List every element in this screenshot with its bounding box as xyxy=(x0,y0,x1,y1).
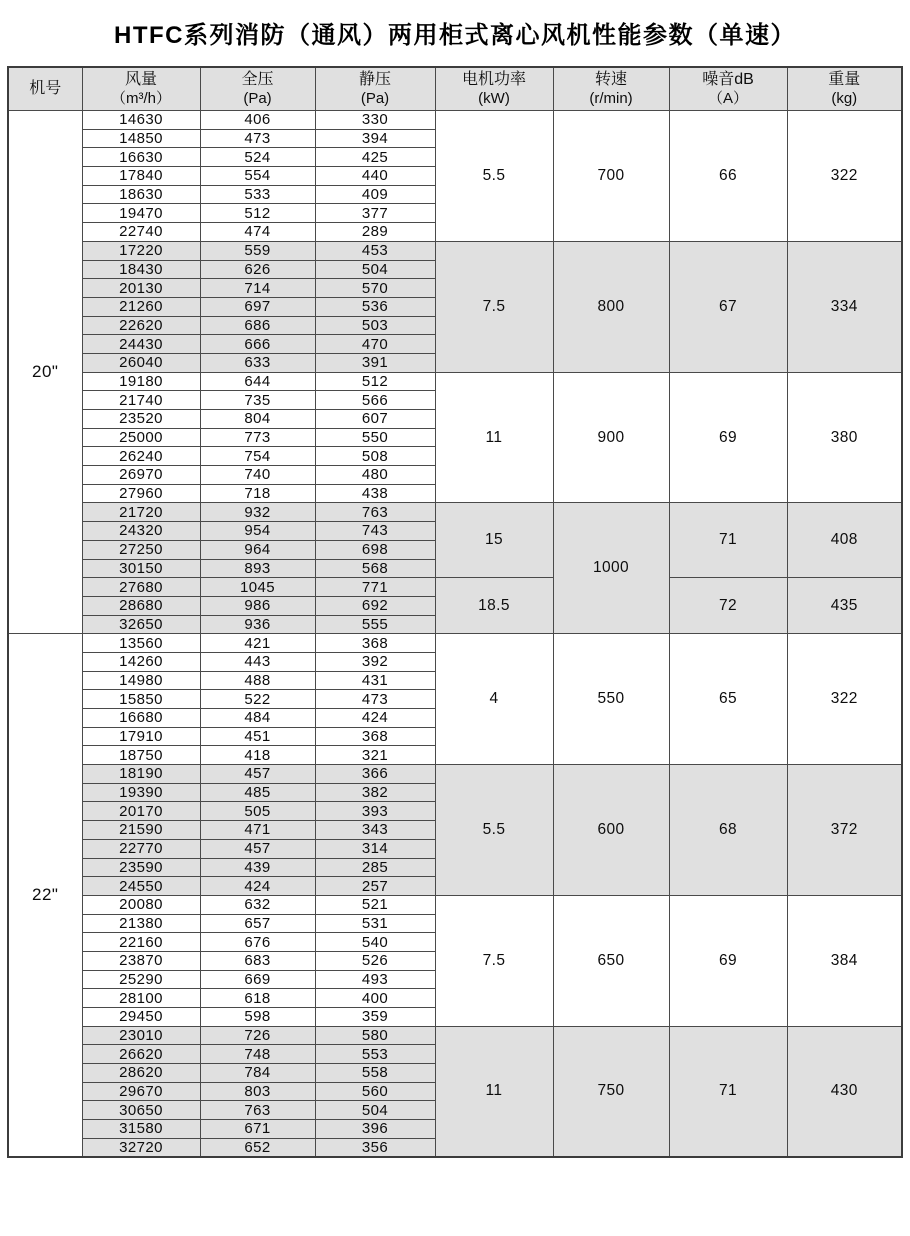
total-pressure-cell: 451 xyxy=(200,727,315,746)
static-pressure-cell: 743 xyxy=(315,522,435,541)
total-pressure-cell: 740 xyxy=(200,466,315,485)
airflow-cell: 28680 xyxy=(82,596,200,615)
static-pressure-cell: 391 xyxy=(315,353,435,372)
column-header-label: 重量 xyxy=(828,71,861,89)
total-pressure-cell: 421 xyxy=(200,634,315,653)
column-header-static_pressure xyxy=(315,67,435,111)
static-pressure-cell: 438 xyxy=(315,484,435,503)
airflow-cell: 14850 xyxy=(82,129,200,148)
static-pressure-cell: 393 xyxy=(315,802,435,821)
noise-cell: 65 xyxy=(669,634,787,765)
airflow-cell: 24550 xyxy=(82,877,200,896)
weight-cell: 384 xyxy=(787,895,902,1026)
power-cell: 11 xyxy=(435,372,553,503)
static-pressure-cell: 568 xyxy=(315,559,435,578)
airflow-cell: 27680 xyxy=(82,578,200,597)
airflow-cell: 28100 xyxy=(82,989,200,1008)
airflow-cell: 31580 xyxy=(82,1120,200,1139)
airflow-cell: 26040 xyxy=(82,353,200,372)
column-header-unit: (kW) xyxy=(478,89,510,107)
static-pressure-cell: 396 xyxy=(315,1120,435,1139)
column-header-label: 噪音dB xyxy=(702,71,754,89)
column-header-airflow xyxy=(82,67,200,111)
total-pressure-cell: 457 xyxy=(200,839,315,858)
airflow-cell: 20170 xyxy=(82,802,200,821)
column-header-label: 机号 xyxy=(29,80,62,98)
total-pressure-cell: 763 xyxy=(200,1101,315,1120)
airflow-cell: 27250 xyxy=(82,540,200,559)
static-pressure-cell: 550 xyxy=(315,428,435,447)
total-pressure-cell: 671 xyxy=(200,1120,315,1139)
airflow-cell: 30150 xyxy=(82,559,200,578)
column-header-unit: (r/min) xyxy=(589,89,633,107)
airflow-cell: 21260 xyxy=(82,297,200,316)
airflow-cell: 14980 xyxy=(82,671,200,690)
airflow-cell: 20080 xyxy=(82,895,200,914)
total-pressure-cell: 726 xyxy=(200,1026,315,1045)
noise-cell: 71 xyxy=(669,1026,787,1157)
airflow-cell: 32720 xyxy=(82,1138,200,1157)
airflow-cell: 14630 xyxy=(82,111,200,130)
airflow-cell: 14260 xyxy=(82,652,200,671)
weight-cell: 430 xyxy=(787,1026,902,1157)
airflow-cell: 22160 xyxy=(82,933,200,952)
column-header-unit: （A） xyxy=(707,89,748,107)
noise-cell: 69 xyxy=(669,372,787,503)
power-cell: 11 xyxy=(435,1026,553,1157)
speed-cell: 750 xyxy=(553,1026,669,1157)
static-pressure-cell: 508 xyxy=(315,447,435,466)
airflow-cell: 24320 xyxy=(82,522,200,541)
model-cell: 20" xyxy=(8,111,82,634)
airflow-cell: 15850 xyxy=(82,690,200,709)
column-header-power xyxy=(435,67,553,111)
static-pressure-cell: 392 xyxy=(315,652,435,671)
static-pressure-cell: 368 xyxy=(315,634,435,653)
total-pressure-cell: 657 xyxy=(200,914,315,933)
total-pressure-cell: 418 xyxy=(200,746,315,765)
table-row xyxy=(8,578,902,597)
total-pressure-cell: 471 xyxy=(200,821,315,840)
total-pressure-cell: 424 xyxy=(200,877,315,896)
airflow-cell: 26970 xyxy=(82,466,200,485)
header-row xyxy=(8,67,902,111)
total-pressure-cell: 804 xyxy=(200,410,315,429)
total-pressure-cell: 932 xyxy=(200,503,315,522)
airflow-cell: 26620 xyxy=(82,1045,200,1064)
column-header-speed xyxy=(553,67,669,111)
total-pressure-cell: 554 xyxy=(200,167,315,186)
total-pressure-cell: 1045 xyxy=(200,578,315,597)
total-pressure-cell: 748 xyxy=(200,1045,315,1064)
airflow-cell: 17220 xyxy=(82,241,200,260)
airflow-cell: 18190 xyxy=(82,765,200,784)
airflow-cell: 23590 xyxy=(82,858,200,877)
column-header-label: 静压 xyxy=(358,71,391,89)
static-pressure-cell: 503 xyxy=(315,316,435,335)
column-header-noise xyxy=(669,67,787,111)
column-header-label: 全压 xyxy=(241,71,274,89)
static-pressure-cell: 570 xyxy=(315,279,435,298)
total-pressure-cell: 697 xyxy=(200,297,315,316)
total-pressure-cell: 484 xyxy=(200,709,315,728)
column-header-model xyxy=(8,67,82,111)
total-pressure-cell: 512 xyxy=(200,204,315,223)
static-pressure-cell: 440 xyxy=(315,167,435,186)
total-pressure-cell: 714 xyxy=(200,279,315,298)
total-pressure-cell: 474 xyxy=(200,223,315,242)
power-cell: 15 xyxy=(435,503,553,578)
airflow-cell: 22620 xyxy=(82,316,200,335)
total-pressure-cell: 754 xyxy=(200,447,315,466)
total-pressure-cell: 669 xyxy=(200,970,315,989)
static-pressure-cell: 580 xyxy=(315,1026,435,1045)
speed-cell: 550 xyxy=(553,634,669,765)
page-title: HTFC系列消防（通风）两用柜式离心风机性能参数（单速） xyxy=(114,22,796,49)
airflow-cell: 18750 xyxy=(82,746,200,765)
total-pressure-cell: 533 xyxy=(200,185,315,204)
static-pressure-cell: 692 xyxy=(315,596,435,615)
static-pressure-cell: 409 xyxy=(315,185,435,204)
column-header-unit: (Pa) xyxy=(360,89,390,107)
total-pressure-cell: 964 xyxy=(200,540,315,559)
airflow-cell: 32650 xyxy=(82,615,200,634)
table-row xyxy=(8,503,902,522)
table-row xyxy=(8,1026,902,1045)
total-pressure-cell: 893 xyxy=(200,559,315,578)
static-pressure-cell: 425 xyxy=(315,148,435,167)
static-pressure-cell: 366 xyxy=(315,765,435,784)
total-pressure-cell: 652 xyxy=(200,1138,315,1157)
total-pressure-cell: 644 xyxy=(200,372,315,391)
static-pressure-cell: 343 xyxy=(315,821,435,840)
table-header xyxy=(8,67,902,111)
speed-cell: 700 xyxy=(553,111,669,242)
total-pressure-cell: 986 xyxy=(200,596,315,615)
static-pressure-cell: 424 xyxy=(315,709,435,728)
column-header-label: 转速 xyxy=(594,71,627,89)
airflow-cell: 25000 xyxy=(82,428,200,447)
total-pressure-cell: 443 xyxy=(200,652,315,671)
static-pressure-cell: 356 xyxy=(315,1138,435,1157)
static-pressure-cell: 607 xyxy=(315,410,435,429)
speed-cell: 900 xyxy=(553,372,669,503)
column-header-label: 电机功率 xyxy=(461,71,526,89)
table-row xyxy=(8,241,902,260)
total-pressure-cell: 676 xyxy=(200,933,315,952)
noise-cell: 68 xyxy=(669,765,787,896)
weight-cell: 322 xyxy=(787,111,902,242)
column-header-weight xyxy=(787,67,902,111)
static-pressure-cell: 763 xyxy=(315,503,435,522)
static-pressure-cell: 493 xyxy=(315,970,435,989)
table-row xyxy=(8,895,902,914)
static-pressure-cell: 504 xyxy=(315,1101,435,1120)
noise-cell: 72 xyxy=(669,578,787,634)
column-header-label: 风量 xyxy=(124,71,157,89)
airflow-cell: 16630 xyxy=(82,148,200,167)
airflow-cell: 22770 xyxy=(82,839,200,858)
power-cell: 18.5 xyxy=(435,578,553,634)
static-pressure-cell: 453 xyxy=(315,241,435,260)
static-pressure-cell: 566 xyxy=(315,391,435,410)
airflow-cell: 23870 xyxy=(82,951,200,970)
airflow-cell: 23520 xyxy=(82,410,200,429)
airflow-cell: 13560 xyxy=(82,634,200,653)
total-pressure-cell: 683 xyxy=(200,951,315,970)
static-pressure-cell: 394 xyxy=(315,129,435,148)
column-header-unit: （m³/h） xyxy=(110,89,171,107)
airflow-cell: 16680 xyxy=(82,709,200,728)
airflow-cell: 19180 xyxy=(82,372,200,391)
airflow-cell: 19390 xyxy=(82,783,200,802)
static-pressure-cell: 560 xyxy=(315,1082,435,1101)
column-header-unit: (kg) xyxy=(831,89,858,107)
static-pressure-cell: 359 xyxy=(315,1008,435,1027)
static-pressure-cell: 555 xyxy=(315,615,435,634)
static-pressure-cell: 553 xyxy=(315,1045,435,1064)
static-pressure-cell: 321 xyxy=(315,746,435,765)
total-pressure-cell: 559 xyxy=(200,241,315,260)
airflow-cell: 17840 xyxy=(82,167,200,186)
noise-cell: 71 xyxy=(669,503,787,578)
column-header-unit: (Pa) xyxy=(243,89,272,107)
total-pressure-cell: 936 xyxy=(200,615,315,634)
power-cell: 4 xyxy=(435,634,553,765)
table-body xyxy=(8,111,902,1158)
static-pressure-cell: 285 xyxy=(315,858,435,877)
table-row xyxy=(8,634,902,653)
table-row xyxy=(8,372,902,391)
column-header-total_pressure xyxy=(200,67,315,111)
noise-cell: 66 xyxy=(669,111,787,242)
airflow-cell: 27960 xyxy=(82,484,200,503)
static-pressure-cell: 314 xyxy=(315,839,435,858)
airflow-cell: 21720 xyxy=(82,503,200,522)
airflow-cell: 20130 xyxy=(82,279,200,298)
static-pressure-cell: 531 xyxy=(315,914,435,933)
weight-cell: 322 xyxy=(787,634,902,765)
static-pressure-cell: 504 xyxy=(315,260,435,279)
static-pressure-cell: 470 xyxy=(315,335,435,354)
total-pressure-cell: 803 xyxy=(200,1082,315,1101)
static-pressure-cell: 382 xyxy=(315,783,435,802)
total-pressure-cell: 666 xyxy=(200,335,315,354)
total-pressure-cell: 406 xyxy=(200,111,315,130)
airflow-cell: 23010 xyxy=(82,1026,200,1045)
speed-cell: 800 xyxy=(553,241,669,372)
static-pressure-cell: 558 xyxy=(315,1064,435,1083)
airflow-cell: 18430 xyxy=(82,260,200,279)
static-pressure-cell: 526 xyxy=(315,951,435,970)
table-row xyxy=(8,111,902,130)
airflow-cell: 28620 xyxy=(82,1064,200,1083)
weight-cell: 408 xyxy=(787,503,902,578)
speed-cell: 600 xyxy=(553,765,669,896)
airflow-cell: 19470 xyxy=(82,204,200,223)
airflow-cell: 18630 xyxy=(82,185,200,204)
power-cell: 7.5 xyxy=(435,895,553,1026)
total-pressure-cell: 718 xyxy=(200,484,315,503)
weight-cell: 372 xyxy=(787,765,902,896)
weight-cell: 435 xyxy=(787,578,902,634)
airflow-cell: 17910 xyxy=(82,727,200,746)
total-pressure-cell: 626 xyxy=(200,260,315,279)
airflow-cell: 25290 xyxy=(82,970,200,989)
table-row xyxy=(8,765,902,784)
total-pressure-cell: 633 xyxy=(200,353,315,372)
noise-cell: 67 xyxy=(669,241,787,372)
total-pressure-cell: 686 xyxy=(200,316,315,335)
fan-performance-table xyxy=(7,66,903,1158)
total-pressure-cell: 524 xyxy=(200,148,315,167)
power-cell: 7.5 xyxy=(435,241,553,372)
total-pressure-cell: 505 xyxy=(200,802,315,821)
static-pressure-cell: 540 xyxy=(315,933,435,952)
total-pressure-cell: 488 xyxy=(200,671,315,690)
static-pressure-cell: 431 xyxy=(315,671,435,690)
total-pressure-cell: 735 xyxy=(200,391,315,410)
total-pressure-cell: 618 xyxy=(200,989,315,1008)
static-pressure-cell: 400 xyxy=(315,989,435,1008)
total-pressure-cell: 473 xyxy=(200,129,315,148)
static-pressure-cell: 512 xyxy=(315,372,435,391)
model-cell: 22" xyxy=(8,634,82,1157)
static-pressure-cell: 368 xyxy=(315,727,435,746)
airflow-cell: 22740 xyxy=(82,223,200,242)
total-pressure-cell: 485 xyxy=(200,783,315,802)
static-pressure-cell: 289 xyxy=(315,223,435,242)
airflow-cell: 29670 xyxy=(82,1082,200,1101)
static-pressure-cell: 330 xyxy=(315,111,435,130)
static-pressure-cell: 257 xyxy=(315,877,435,896)
airflow-cell: 21380 xyxy=(82,914,200,933)
total-pressure-cell: 784 xyxy=(200,1064,315,1083)
static-pressure-cell: 698 xyxy=(315,540,435,559)
static-pressure-cell: 480 xyxy=(315,466,435,485)
static-pressure-cell: 377 xyxy=(315,204,435,223)
total-pressure-cell: 598 xyxy=(200,1008,315,1027)
weight-cell: 380 xyxy=(787,372,902,503)
airflow-cell: 29450 xyxy=(82,1008,200,1027)
total-pressure-cell: 632 xyxy=(200,895,315,914)
total-pressure-cell: 439 xyxy=(200,858,315,877)
total-pressure-cell: 522 xyxy=(200,690,315,709)
static-pressure-cell: 473 xyxy=(315,690,435,709)
static-pressure-cell: 771 xyxy=(315,578,435,597)
total-pressure-cell: 457 xyxy=(200,765,315,784)
weight-cell: 334 xyxy=(787,241,902,372)
noise-cell: 69 xyxy=(669,895,787,1026)
airflow-cell: 26240 xyxy=(82,447,200,466)
airflow-cell: 24430 xyxy=(82,335,200,354)
airflow-cell: 21740 xyxy=(82,391,200,410)
airflow-cell: 21590 xyxy=(82,821,200,840)
total-pressure-cell: 773 xyxy=(200,428,315,447)
speed-cell: 650 xyxy=(553,895,669,1026)
static-pressure-cell: 536 xyxy=(315,297,435,316)
airflow-cell: 30650 xyxy=(82,1101,200,1120)
total-pressure-cell: 954 xyxy=(200,522,315,541)
speed-cell: 1000 xyxy=(553,503,669,634)
static-pressure-cell: 521 xyxy=(315,895,435,914)
power-cell: 5.5 xyxy=(435,111,553,242)
power-cell: 5.5 xyxy=(435,765,553,896)
